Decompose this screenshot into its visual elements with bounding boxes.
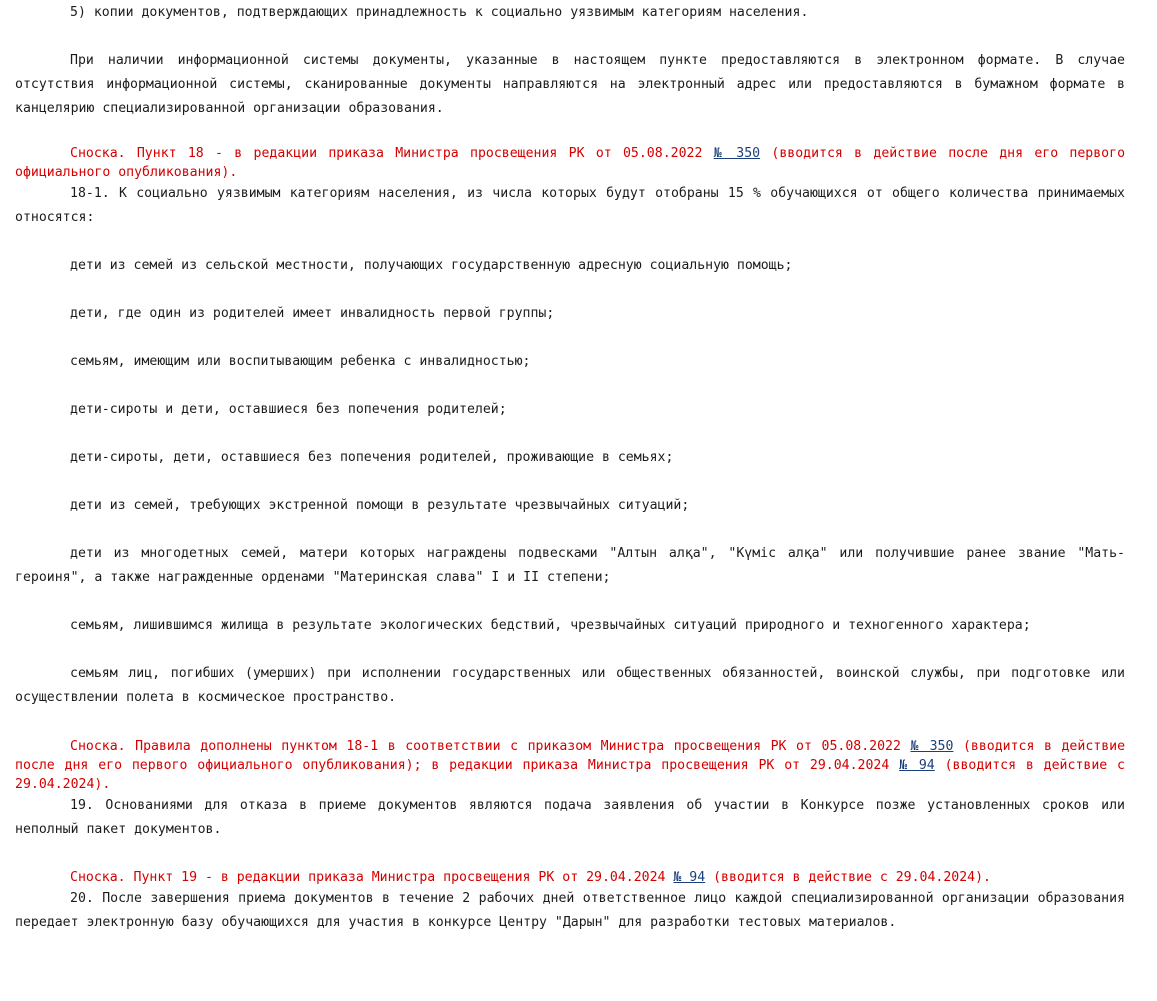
list-item: дети-сироты, дети, оставшиеся без попечения родителей, проживающие в семьях; [70,450,674,465]
footnote-text: (вводится в действие с 29.04.2024). [705,870,991,885]
order-link-94[interactable]: № 94 [673,870,706,885]
paragraph-19: 19. Основаниями для отказа в приеме документов являются подача заявления об участии в Конкурсе позже установленных сроков или неполный пакет документов. [15,798,1125,837]
list-item: дети из многодетных семей, матери которых награждены подвесками "Алтын алқа", "Күміс алқа" или получившие ранее звание "Мать-героиня", а также награжденные орденами "Материнская слава" I и II степени; [15,546,1125,585]
paragraph-item-5: 5) копии документов, подтверждающих принадлежность к социально уязвимым категориям населения. [70,5,809,20]
footnote-point-18-1 [15,737,1125,794]
footnote-text: Сноска. Правила дополнены пунктом 18-1 в соответствии с приказом Министра просвещения РК от 05.08.2022 [70,739,911,754]
footnote-text: Сноска. Пункт 18 - в редакции приказа Министра просвещения РК от 05.08.2022 [70,146,714,161]
list-item: дети-сироты и дети, оставшиеся без попечения родителей; [70,402,507,417]
footnote-text: (вводится в действие после дня его первого официального опубликования); в редакции приказа Министра просвещения РК от 29.04.2024 [15,739,1126,773]
list-item: дети из семей, требующих экстренной помощи в результате чрезвычайных ситуаций; [70,498,690,513]
list-item: дети, где один из родителей имеет инвалидность первой группы; [70,306,555,321]
order-link-350[interactable]: № 350 [910,739,954,754]
footnote-point-19 [15,868,1125,887]
footnote-text: (вводится в действие после дня его первого официального опубликования). [15,146,1126,180]
paragraph-20: 20. После завершения приема документов в течение 2 рабочих дней ответственное лицо каждой специализированной организации образования передает электронную базу обучающихся для участия в конкурсе Центру "Дарын" для разработки тестовых материалов. [15,891,1125,930]
footnote-text: (вводится в действие с 29.04.2024). [15,758,1125,792]
footnote-point-18 [15,144,1125,182]
paragraph-18-1: 18-1. К социально уязвимым категориям населения, из числа которых будут отобраны 15 % обучающихся от общего количества принимаемых относятся: [15,186,1125,225]
list-item: семьям, лишившимся жилища в результате экологических бедствий, чрезвычайных ситуаций природного и техногенного характера; [70,618,1031,633]
list-item: семьям, имеющим или воспитывающим ребенка с инвалидностью; [70,354,531,369]
order-link-350[interactable]: № 350 [713,146,761,161]
document-body [15,0,1125,935]
footnote-text: Сноска. Пункт 19 - в редакции приказа Министра просвещения РК от 29.04.2024 [70,870,674,885]
list-item: семьям лиц, погибших (умерших) при исполнении государственных или общественных обязанностей, воинской службы, при подготовке или осуществлении полета в космическое пространство. [15,666,1125,705]
list-item: дети из семей из сельской местности, получающих государственную адресную социальную помощь; [70,258,793,273]
paragraph-electronic-format: При наличии информационной системы документы, указанные в настоящем пункте предоставляются в электронном формате. В случае отсутствия информационной системы, сканированные документы направляются на электронный адрес или предоставляются в бумажном формате в канцелярию специализированной организации образования. [15,53,1125,116]
order-link-94[interactable]: № 94 [899,758,935,773]
